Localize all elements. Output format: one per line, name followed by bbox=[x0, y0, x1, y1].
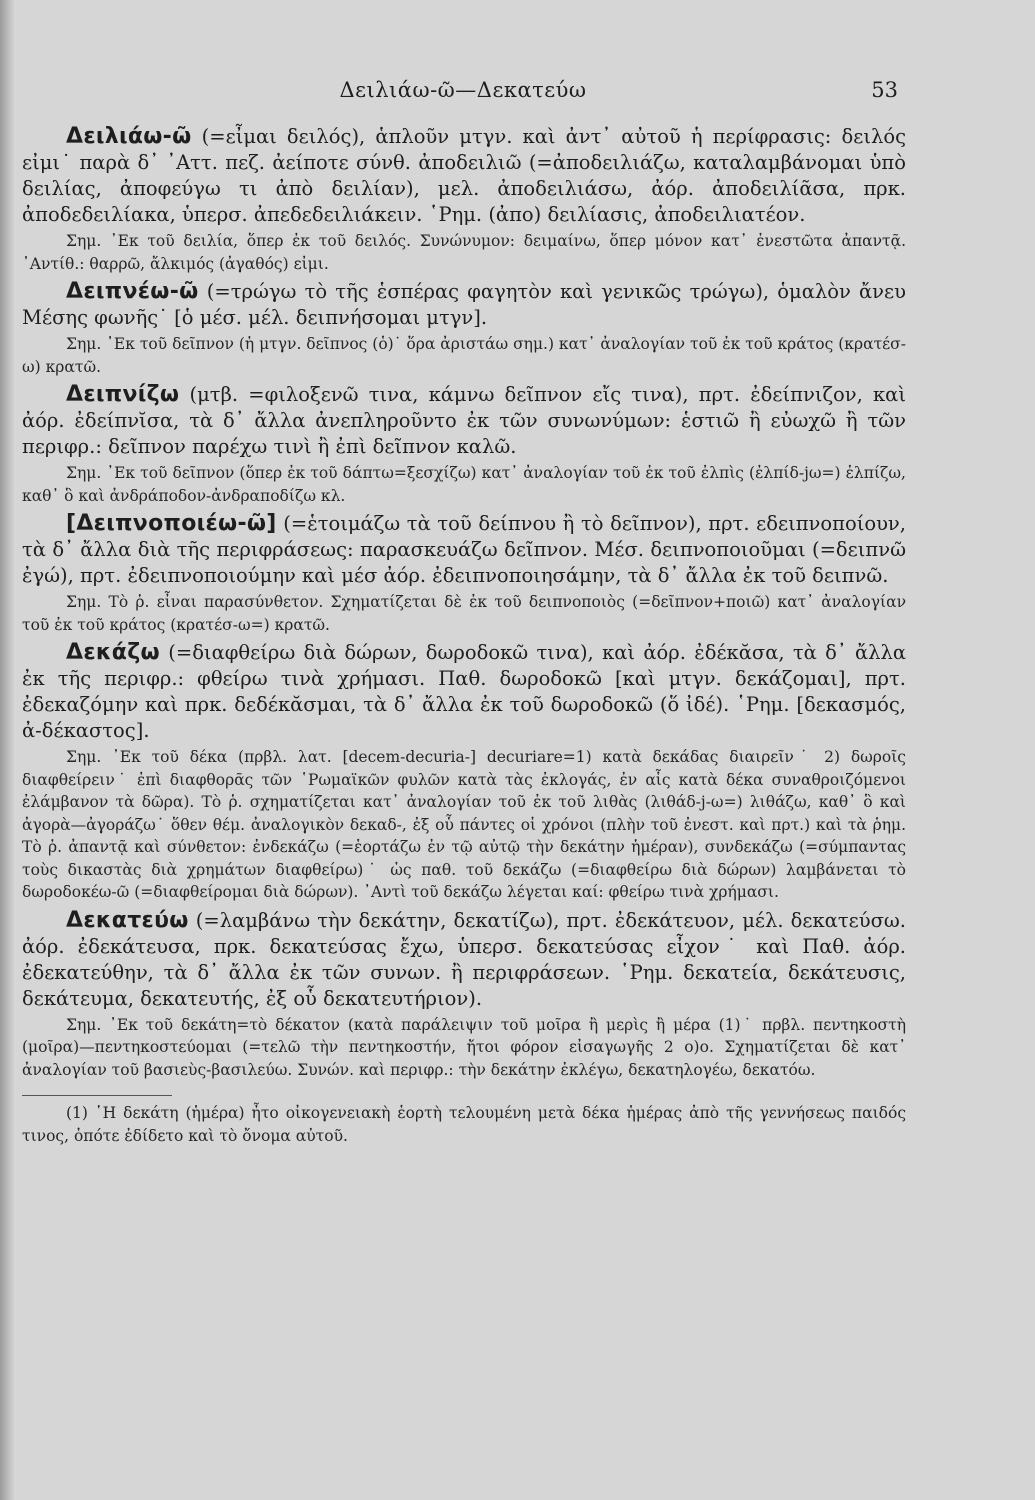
dictionary-entry bbox=[22, 124, 906, 275]
page-content bbox=[22, 124, 906, 1148]
entry-body bbox=[22, 908, 906, 1012]
page-header bbox=[28, 74, 898, 110]
entry-body bbox=[22, 124, 906, 228]
entry-definition: (=εἶμαι δειλός), ἁπλοῦν μτγν. καὶ ἀντ᾽ αὐτοῦ ἡ περίφρασις: δειλός εἰμι˙ παρὰ δ᾽ ᾽Αττ. πεζ. ἀείποτε σύνθ. ἀποδειλιῶ (=ἀποδειλιάζω, καταλαμβάνομαι ὑπὸ δειλίας, ἀποφεύγω τι ἀπὸ δειλίαν), μελ. ἀποδειλιάσω, ἀόρ. ἀποδειλίᾶσα, πρκ. ἀποδεδειλίακα, ὑπερσ. ἀπεδεδειλιάκειν. ῾Ρημ. (ἀπο) δειλίασις, ἀποδειλιατέον. bbox=[22, 125, 906, 226]
page-gutter bbox=[0, 0, 14, 1500]
entry-definition: (=ἑτοιμάζω τὰ τοῦ δείπνου ἢ τὸ δεῖπνον), πρτ. εδειπνοποίουν, τὰ δ᾽ ἄλλα διὰ τῆς περιφράσεως: παρασκευάζω δεῖπνον. Μέσ. δειπνοποιοῦμαι (=δειπνῶ ἐγώ), πρτ. ἐδειπνοποιούμην καὶ μέσ ἀόρ. ἐδειπνοποιησάμην, τὰ δ᾽ ἄλλα ἐκ τοῦ δειπνῶ. bbox=[22, 512, 906, 587]
entry-note: Σημ. ᾽Εκ τοῦ δέκα (πρβλ. λατ. [decem-decuria-] decuriare=1) κατὰ δεκάδας διαιρεῖν˙ 2) δωροῖς διαφθείρειν˙ ἐπὶ διαφθορᾶς τῶν ῾Ρωμαϊκῶν φυλῶν κατὰ τὰς ἐκλογάς, ἐν αἷς κατὰ δέκα συναθροιζόμενοι ἐλάμβανον τὰ δῶρα). Τὸ ῥ. σχηματίζεται κατ᾽ ἀναλογίαν τοῦ ἐκ τοῦ λιθὰς (λιθάδ-j-ω=) λιθάζω, καθ᾽ ὃ καὶ ἀγορὰ—ἀγοράζω˙ ὅθεν θέμ. ἀναλογικὸν δεκαδ-, ἐξ οὗ πάντες οἱ χρόνοι (πλὴν τοῦ ἐνεστ. καὶ πρτ.) καὶ τὰ ῥημ. Τὸ ῥ. ἀπαντᾷ καὶ σύνθετον: ἐνδεκάζω (=ἑορτάζω ἐν τῷ αὐτῷ τὴν δεκάτην ἡμέραν), συνδεκάζω (=σύμπαντας τοὺς δικαστὰς διὰ χρημάτων διαφθείρω)˙ ὡς παθ. τοῦ δεκάζω (=διαφθείρω διὰ δώρων) λαμβάνεται τὸ δωροδοκέω-ῶ (=διαφθείρομαι διὰ δώρων). ᾽Αντὶ τοῦ δεκάζω λέγεται καί: φθείρω τινὰ χρήμασι. bbox=[22, 748, 906, 901]
dictionary-entry bbox=[22, 640, 906, 904]
entry-definition: (=τρώγω τὸ τῆς ἑσπέρας φαγητὸν καὶ γενικῶς τρώγω), ὁμαλὸν ἄνευ Μέσης φωνῆς˙ [ὁ μέσ. μέλ. δειπνήσομαι μτγν]. bbox=[22, 280, 906, 329]
entry-headword: Δειλιάω-ῶ bbox=[66, 124, 192, 149]
entry-headword: Δεκατεύω bbox=[66, 907, 189, 933]
entry-headword: Δειπνέω-ῶ bbox=[66, 279, 199, 304]
entry-definition: (=λαμβάνω τὴν δεκάτην, δεκατίζω), πρτ. ἐδεκάτευον, μέλ. δεκατεύσω. ἀόρ. ἐδεκάτευσα, πρκ. δεκατεύσας ἔχω, ὑπερσ. δεκατεύσας εἶχον˙ καὶ Παθ. ἀόρ. ἐδεκατεύθην, τὰ δ᾽ ἄλλα ἐκ τῶν συνων. ἢ περιφράσεων. ῾Ρημ. δεκατεία, δεκάτευσις, δεκάτευμα, δεκατευτής, ἐξ οὗ δεκατευτήριον). bbox=[22, 908, 906, 1010]
entry-body bbox=[22, 511, 906, 589]
entry-note: Σημ. ᾽Εκ τοῦ δειλία, ὅπερ ἐκ τοῦ δειλός. Συνώνυμον: δειμαίνω, ὅπερ μόνον κατ᾽ ἐνεστῶτα ἀπαντᾷ. ᾽Αντίθ.: θαρρῶ, ἄλκιμός (ἀγαθός) εἰμι. bbox=[22, 232, 906, 273]
entry-note: Σημ. ᾽Εκ τοῦ δεκάτη=τὸ δέκατον (κατὰ παράλειψιν τοῦ μοῖρα ἢ μερὶς ἢ μέρα (1)˙ πρβλ. πεντηκοστὴ (μοῖρα)—πεντηκοστεύομαι (=τελῶ τὴν πεντηκοστήν, ἤτοι φόρον εἰσαγωγῆς 2 ο)ο. Σχηματίζεται δὲ κατ᾽ ἀναλογίαν τοῦ βασιεὺς-βασιλεύω. Συνών. καὶ περιφρ.: τὴν δεκάτην ἐκλέγω, δεκατηλογέω, δεκατόω. bbox=[22, 1015, 906, 1079]
page-number: 53 bbox=[871, 78, 898, 102]
entry-body bbox=[22, 279, 906, 331]
dictionary-entry bbox=[22, 511, 906, 636]
footnote-divider bbox=[22, 1095, 172, 1096]
entry-note: Σημ. ᾽Εκ τοῦ δεῖπνον (ὅπερ ἐκ τοῦ δάπτω=ξεσχίζω) κατ᾽ ἀναλογίαν τοῦ ἐκ τοῦ ἐλπὶς (ἐλπίδ-jω=) ἐλπίζω, καθ᾽ ὃ καὶ ἀνδράποδον-ἀνδραποδίζω κλ. bbox=[22, 464, 906, 505]
entry-body bbox=[22, 640, 906, 744]
entry-note: Σημ. Τὸ ῥ. εἶναι παρασύνθετον. Σχηματίζεται δὲ ἐκ τοῦ δειπνοποιὸς (=δεῖπνον+ποιῶ) κατ᾽ ἀναλογίαν τοῦ ἐκ τοῦ κράτος (κρατέσ-ω=) κρατῶ. bbox=[22, 593, 906, 634]
entry-headword: Δειπνίζω bbox=[66, 382, 180, 407]
dictionary-entry bbox=[22, 279, 906, 378]
entry-headword: [Δειπνοποιέω-ῶ] bbox=[66, 511, 277, 536]
entry-definition: (μτβ. =φιλοξενῶ τινα, κάμνω δεῖπνον εἴς τινα), πρτ. ἐδείπνιζον, καὶ ἀόρ. ἐδείπνῐσα, τὰ δ᾽ ἄλλα ἀνεπληροῦντο ἐκ τῶν συνωνύμων: ἑστιῶ ἢ εὐωχῶ ἢ τῶν περιφρ.: δεῖπνον παρέχω τινὶ ἢ ἐπὶ δεῖπνον καλῶ. bbox=[22, 383, 907, 458]
dictionary-entry bbox=[22, 382, 906, 507]
entry-body bbox=[22, 382, 906, 460]
running-title: Δειλιάω-ῶ—Δεκατεύω bbox=[339, 78, 587, 102]
dictionary-entry bbox=[22, 908, 906, 1082]
entry-definition: (=διαφθείρω διὰ δώρων, δωροδοκῶ τινα), καὶ ἀόρ. ἐδέκᾰσα, τὰ δ᾽ ἄλλα ἐκ τῆς περιφρ.: φθείρω τινὰ χρήμασι. Παθ. δωροδοκῶ [καὶ μτγν. δεκάζομαι], πρτ. ἐδεκαζόμην καὶ πρκ. δεδέκᾰσμαι, τὰ δ᾽ ἄλλα ἐκ τοῦ δωροδοκῶ (ὅ ἰδέ). ῾Ρημ. [δεκασμός, ἀ-δέκαστος]. bbox=[22, 641, 906, 742]
footnote: (1) ῾Η δεκάτη (ἡμέρα) ἦτο οἰκογενειακὴ ἑορτὴ τελουμένη μετὰ δέκα ἡμέρας ἀπὸ τῆς γεννήσεως παιδός τινος, ὁπότε ἐδίδετο καὶ τὸ ὄνομα αὐτοῦ. bbox=[22, 1104, 906, 1145]
entry-note: Σημ. ᾽Εκ τοῦ δεῖπνον (ἡ μτγν. δεῖπνος (ὁ)˙ ὅρα ἀριστάω σημ.) κατ᾽ ἀναλογίαν τοῦ ἐκ τοῦ κράτος (κρατέσ-ω) κρατῶ. bbox=[22, 335, 906, 376]
entry-headword: Δεκάζω bbox=[66, 640, 160, 665]
